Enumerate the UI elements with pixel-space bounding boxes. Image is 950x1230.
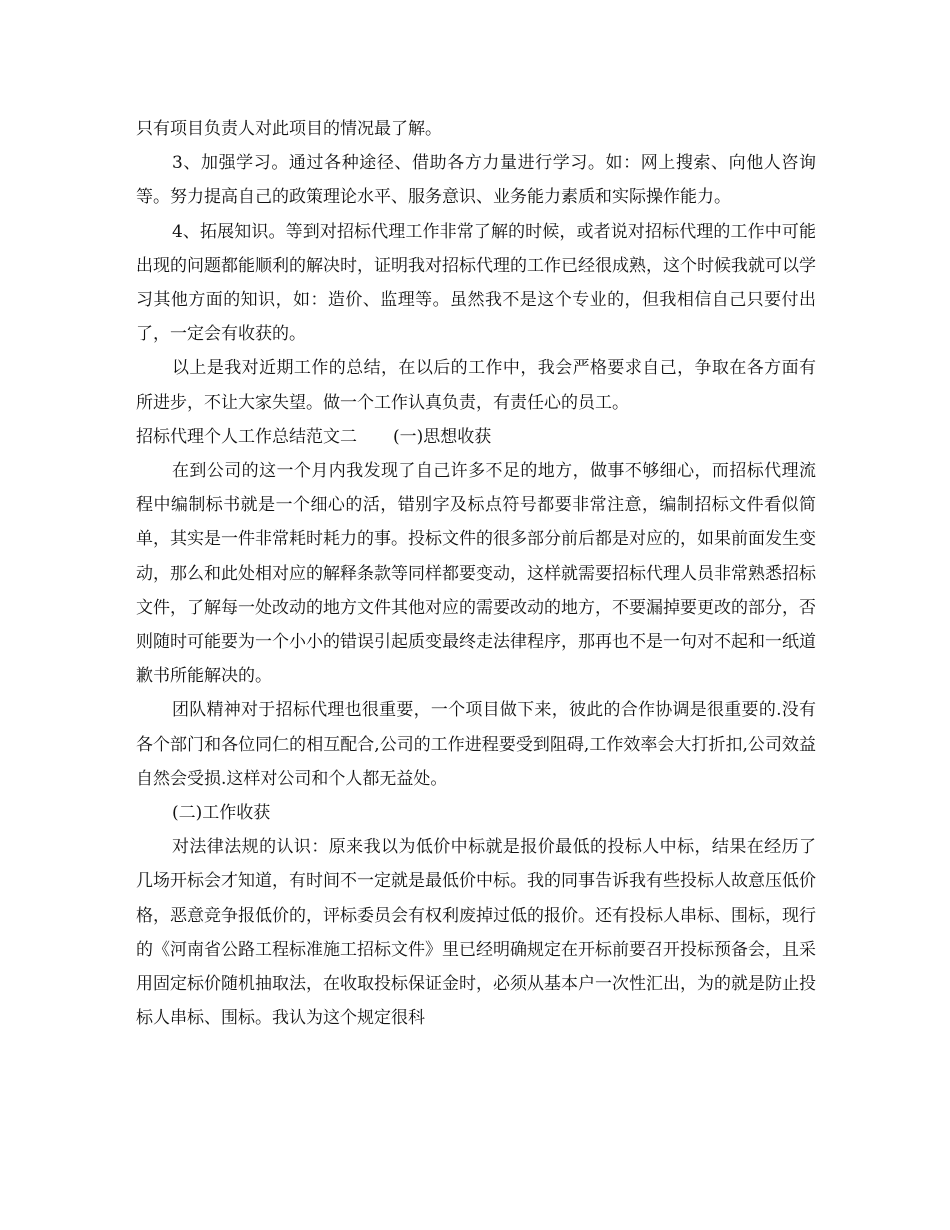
section-heading — [136, 420, 816, 454]
paragraph-1: 只有项目负责人对此项目的情况最了解。 — [136, 119, 442, 139]
section-title: 招标代理个人工作总结范文二 — [136, 426, 357, 447]
section-subtitle: (一)思想收获 — [393, 426, 492, 447]
paragraph-6: 团队精神对于招标代理也很重要，一个项目做下来，彼此的合作协调是很重要的.没有各个部门和各位同仁的相互配合,公司的工作进程要受到阻碍,工作效率会大打折扣,公司效益自然会受损.这样对公司和个人都无益处。 — [136, 700, 816, 789]
paragraph-8: 对法律法规的认识：原来我以为低价中标就是报价最低的投标人中标，结果在经历了几场开标会才知道，有时间不一定就是最低价中标。我的同事告诉我有些投标人故意压低价格，恶意竞争报低价的，评标委员会有权利废掉过低的报价。还有投标人串标、围标，现行的《河南省公路工程标准施工招标文件》里已经明确规定在开标前要召开投标预备会，且采用固定标价随机抽取法，在收取投标保证金时，必须从基本户一次性汇出，为的就是防止投标人串标、围标。我认为这个规定很科 — [136, 837, 816, 1029]
paragraph-4: 以上是我对近期工作的总结，在以后的工作中，我会严格要求自己，争取在各方面有所进步，不让大家失望。做一个工作认真负责，有责任心的员工。 — [136, 358, 816, 413]
paragraph-3: 4、拓展知识。等到对招标代理工作非常了解的时候，或者说对招标代理的工作中可能出现的问题都能顺利的解决时，证明我对招标代理的工作已经很成熟，这个时候我就可以学习其他方面的知识，如：造价、监理等。虽然我不是这个专业的，但我相信自己只要付出了，一定会有收获的。 — [136, 221, 816, 345]
paragraph-5: 在到公司的这一个月内我发现了自己许多不足的地方，做事不够细心，而招标代理流程中编制标书就是一个细心的活，错别字及标点符号都要非常注意，编制招标文件看似简单，其实是一件非常耗时耗力的事。投标文件的很多部分前后都是对应的，如果前面发生变动，那么和此处相对应的解释条款等同样都要变动，这样就需要招标代理人员非常熟悉招标文件，了解每一处改动的地方文件其他对应的需要改动的地方，不要漏掉要更改的部分，否则随时可能要为一个小小的错误引起质变最终走法律程序，那再也不是一句对不起和一纸道歉书所能解决的。 — [136, 461, 816, 687]
subheading-work-gains: (二)工作收获 — [172, 803, 271, 824]
document-body — [136, 112, 816, 1035]
paragraph-2: 3、加强学习。通过各种途径、借助各方力量进行学习。如：网上搜索、向他人咨询等。努力提高自己的政策理论水平、服务意识、业务能力素质和实际操作能力。 — [136, 153, 816, 208]
